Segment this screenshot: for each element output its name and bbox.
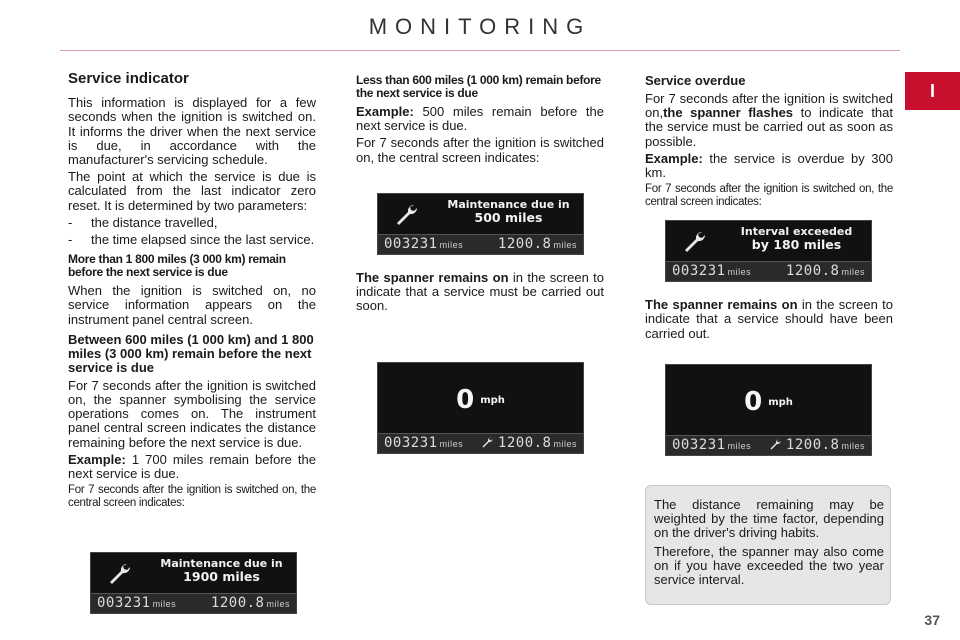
example-label: Example: — [645, 150, 703, 166]
odometer-value: 003231 — [97, 595, 151, 611]
over-1800-paragraph: When the ignition is switched on, no service information appears on the instrument panel central screen. — [68, 283, 316, 327]
message-line-1: Maintenance due in — [160, 557, 283, 570]
odometer-unit: miles — [152, 599, 177, 609]
list-item: - the distance travelled, — [68, 216, 316, 230]
odometer-value: 003231 — [672, 437, 726, 453]
screen-caption: For 7 seconds after the ignition is switched on, the central screen indicates: — [356, 135, 604, 165]
message-line-2: 1900 miles — [183, 569, 260, 584]
odometer-unit: miles — [439, 439, 464, 449]
600-1800-paragraph: For 7 seconds after the ignition is switched on, the spanner symbolising the service operations comes on. The instrument panel central screen indicates the distance remaining before the next service is due. — [68, 377, 316, 450]
example-label: Example: — [356, 104, 414, 119]
trip-unit: miles — [553, 240, 577, 250]
speed-unit: mph — [768, 397, 793, 408]
odometer-value: 003231 — [384, 435, 438, 451]
speed-readout — [666, 387, 871, 417]
odometer-unit: miles — [439, 240, 464, 250]
odometer-unit: miles — [727, 441, 752, 451]
message-line-2: 500 miles — [474, 210, 543, 225]
example-paragraph — [356, 105, 604, 133]
screen-message — [438, 198, 579, 224]
display-screen-500-miles — [377, 193, 584, 255]
note-box — [645, 485, 891, 605]
example-paragraph — [645, 152, 893, 180]
trip-unit: miles — [553, 439, 577, 449]
spanner-bold: The spanner remains on — [356, 269, 509, 285]
trip-meter — [211, 595, 290, 611]
odometer-value: 003231 — [384, 236, 438, 252]
section-heading: Service indicator — [68, 70, 189, 87]
speed-unit: mph — [480, 395, 505, 406]
display-screen-interval-exceeded — [665, 220, 872, 282]
overdue-bold: the spanner flashes — [663, 105, 794, 121]
speed-readout — [378, 385, 583, 415]
subheading-over-1800: More than 1 800 miles (3 000 km) remain before the next service is due — [68, 252, 286, 280]
subheading-600-1800: Between 600 miles (1 000 km) and 1 800 miles (3 000 km) remain before the next service is due — [68, 331, 314, 375]
screen-message — [726, 225, 867, 251]
trip-meter — [786, 437, 865, 453]
screen-message — [151, 557, 292, 583]
trip-value: 1200.8 — [785, 437, 840, 453]
chapter-tab[interactable]: I — [905, 72, 960, 110]
screen-caption: For 7 seconds after the ignition is switched on, the central screen indicates: — [68, 484, 316, 509]
column-left — [68, 72, 316, 513]
overdue-paragraph — [645, 92, 893, 149]
spanner-text: in the screen to indicate that a service must be carried out soon. — [356, 269, 605, 314]
page-title: MONITORING — [368, 14, 592, 39]
display-screen-speed-spanner-overdue — [665, 364, 872, 456]
example-label: Example: — [68, 451, 126, 467]
example-text: the service is overdue by 300 km. — [645, 150, 893, 181]
odometer — [384, 236, 463, 252]
trip-value: 1200.8 — [210, 595, 265, 611]
example-text: 500 miles remain before the next service is due. — [356, 104, 604, 134]
parameters-list — [68, 216, 316, 247]
example-text: 1 700 miles remain before the next service is due. — [68, 451, 316, 482]
example-paragraph — [68, 453, 316, 481]
spanner-icon — [394, 202, 420, 228]
trip-unit: miles — [841, 267, 865, 277]
spanner-text: in the screen to indicate that a service should have been carried out. — [645, 297, 894, 341]
trip-meter — [498, 435, 577, 451]
page-number: 37 — [924, 612, 940, 628]
title-rule — [60, 50, 900, 51]
column-right — [645, 74, 893, 344]
intro-paragraph: This information is displayed for a few seconds when the ignition is switched on. It informs the driver when the next service is due, in accordance with the manufacturer's servicing schedule. — [68, 95, 316, 168]
screen-caption: For 7 seconds after the ignition is switched on, the central screen indicates: — [645, 183, 893, 208]
trip-value: 1200.8 — [497, 435, 552, 451]
parameters-paragraph: The point at which the service is due is calculated from the last indicator zero reset. It is determined by two parameters: — [68, 169, 316, 213]
subheading-under-600: Less than 600 miles (1 000 km) remain before the next service is due — [356, 73, 601, 100]
trip-meter — [786, 263, 865, 279]
note-paragraph-2: Therefore, the spanner may also come on if you have exceeded the two year service interval. — [654, 543, 884, 588]
spanner-paragraph — [356, 271, 604, 314]
spanner-icon — [107, 561, 133, 587]
trip-unit: miles — [841, 441, 865, 451]
note-paragraph-1: The distance remaining may be weighted by the time factor, depending on the driver's driving habits. — [654, 497, 884, 541]
subheading-overdue: Service overdue — [645, 73, 746, 88]
trip-meter — [498, 236, 577, 252]
display-screen-speed-spanner-on — [377, 362, 584, 454]
odometer — [672, 437, 751, 453]
odometer — [672, 263, 751, 279]
list-item: - the time elapsed since the last service. — [68, 233, 316, 247]
speed-value: 0 — [744, 387, 763, 417]
spanner-paragraph — [645, 298, 893, 341]
message-line-1: Maintenance due in — [447, 198, 570, 211]
message-line-1: Interval exceeded — [740, 225, 853, 238]
trip-unit: miles — [266, 599, 290, 609]
trip-value: 1200.8 — [785, 263, 840, 279]
display-screen-1900-miles — [90, 552, 297, 614]
speed-value: 0 — [456, 385, 475, 415]
spanner-bold: The spanner remains on — [645, 297, 798, 313]
spanner-icon — [481, 436, 494, 449]
odometer — [384, 435, 463, 451]
spanner-icon — [769, 438, 782, 451]
odometer-unit: miles — [727, 267, 752, 277]
spanner-icon — [682, 229, 708, 255]
overdue-text-a: For 7 seconds after the ignition is switched on, — [645, 91, 893, 121]
trip-value: 1200.8 — [497, 236, 552, 252]
overdue-text-b: to indicate that the service must be carried out as soon as possible. — [645, 105, 894, 149]
message-line-2: by 180 miles — [751, 237, 842, 252]
odometer — [97, 595, 176, 611]
odometer-value: 003231 — [672, 263, 726, 279]
